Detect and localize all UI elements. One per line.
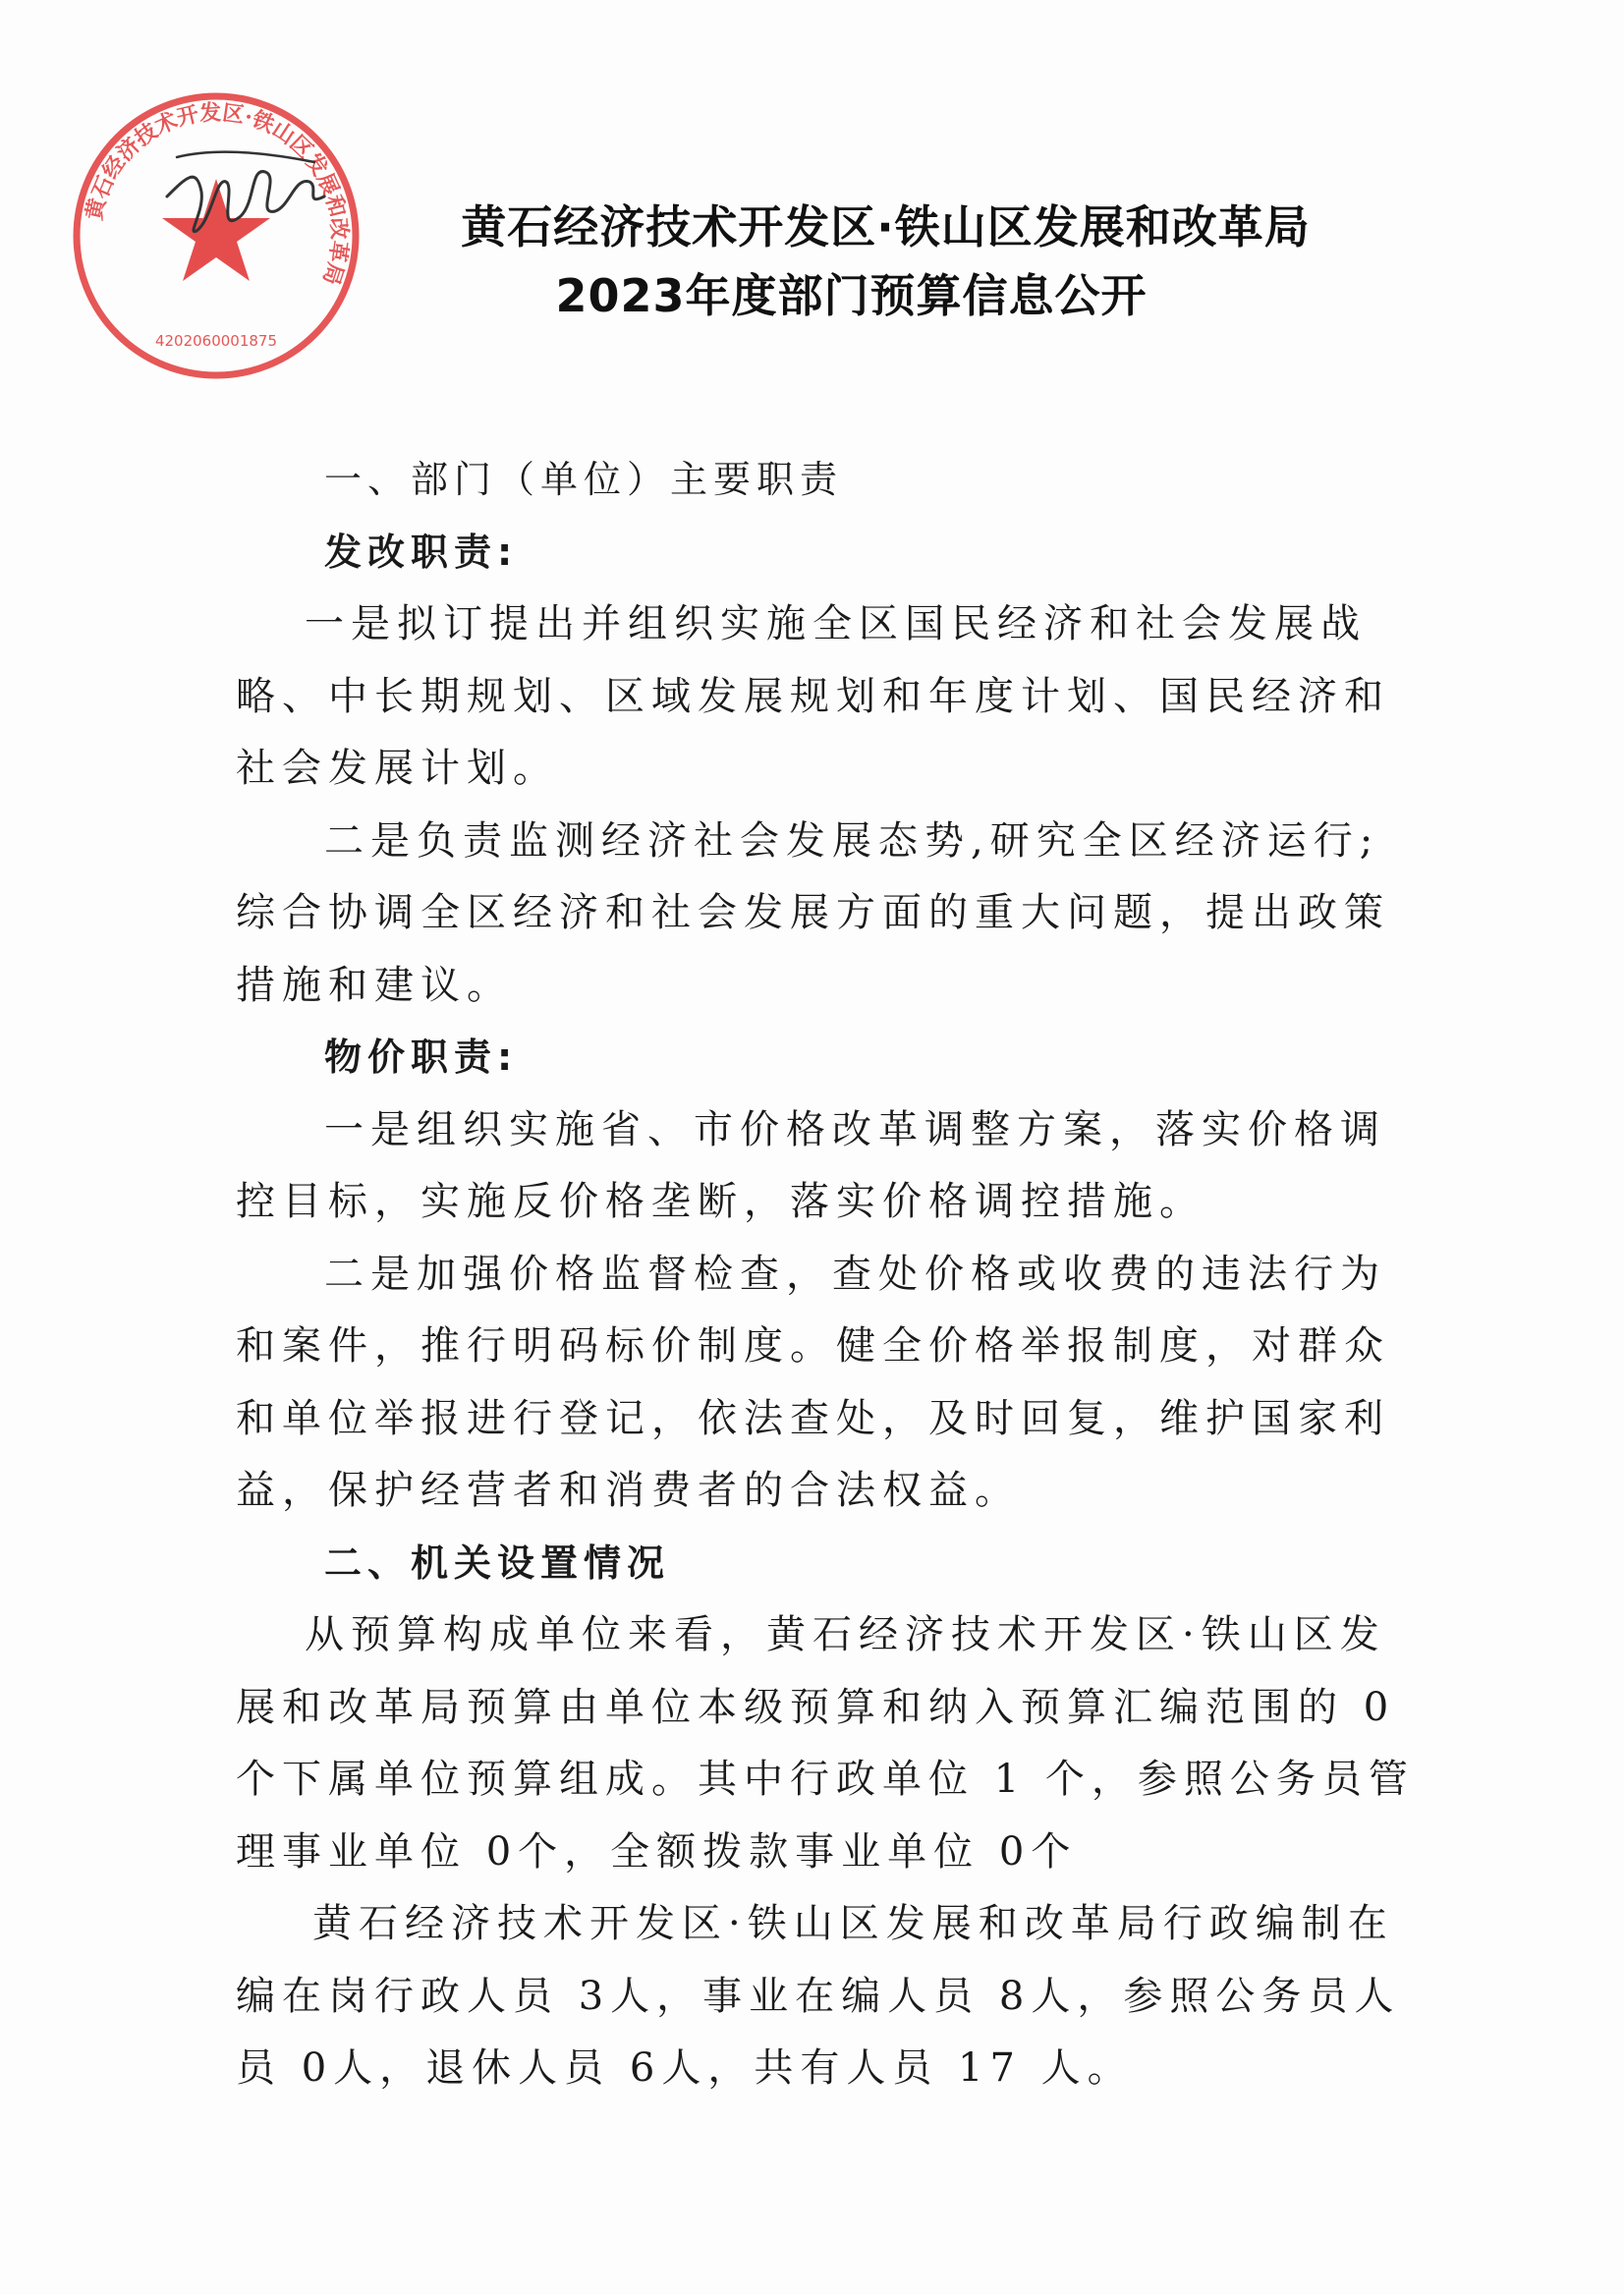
text-line: 黄石经济技术开发区·铁山区发展和改革局行政编制在 [312,1901,1394,1946]
paragraph-fagai-1 [236,588,1390,806]
document-body [236,444,1415,2105]
seal-outer-text: 黄石经济技术开发区·铁山区发展和改革局 [81,99,353,289]
text-line: 措施和建议。 [236,962,513,1008]
fagai-duties-label: 发改职责: [324,530,519,574]
text-line: 二是加强价格监督检查，查处价格或收费的违法行为 [324,1251,1386,1297]
text-line: 从预算构成单位来看，黄石经济技术开发区·铁山区发 [305,1612,1386,1657]
text-line: 展和改革局预算由单位本级预算和纳入预算汇编范围的 0 [236,1684,1396,1730]
text-line: 一是拟订提出并组织实施全区国民经济和社会发展战 [305,601,1367,646]
text-line: 社会发展计划。 [236,746,559,791]
paragraph-org-2 [236,1888,1401,2105]
paragraph-wujia-2 [236,1239,1390,1528]
text-line: 控目标，实施反价格垄断，落实价格调控措施。 [236,1179,1205,1224]
section-2-heading: 二、机关设置情况 [324,1540,671,1585]
text-line: 一是组织实施省、市价格改革调整方案，落实价格调 [324,1106,1386,1152]
title-line-1: 黄石经济技术开发区·铁山区发展和改革局 [461,200,1311,253]
document-title [0,193,1624,330]
text-line: 和单位举报进行登记，依法查处，及时回复，维护国家利 [236,1395,1390,1441]
paragraph-wujia-1 [236,1094,1385,1239]
seal-number: 4202060001875 [154,332,278,350]
paragraph-fagai-2 [236,806,1390,1023]
text-line: 略、中长期规划、区域发展规划和年度计划、国民经济和 [236,673,1390,719]
text-line: 理事业单位 0个，全额拨款事业单位 0个 [236,1828,1078,1875]
text-line: 综合协调全区经济和社会发展方面的重大问题，提出政策 [236,890,1390,935]
section-1-heading: 一、部门（单位）主要职责 [324,458,844,501]
text-line: 个下属单位预算组成。其中行政单位 1 个，参照公务员管 [236,1757,1415,1802]
text-line: 和案件，推行明码标价制度。健全价格举报制度，对群众 [236,1323,1390,1369]
text-line: 益，保护经营者和消费者的合法权益。 [236,1468,1021,1513]
title-line-2: 2023年度部门预算信息公开 [555,269,1148,322]
text-line: 员 0人，退休人员 6人，共有人员 17 人。 [236,2045,1134,2091]
paragraph-org-1 [236,1599,1415,1888]
wujia-duties-label: 物价职责: [324,1036,519,1079]
text-line: 编在岗行政人员 3人，事业在编人员 8人，参照公务员人 [236,1973,1401,2019]
text-line: 二是负责监测经济社会发展态势,研究全区经济运行; [324,817,1380,864]
